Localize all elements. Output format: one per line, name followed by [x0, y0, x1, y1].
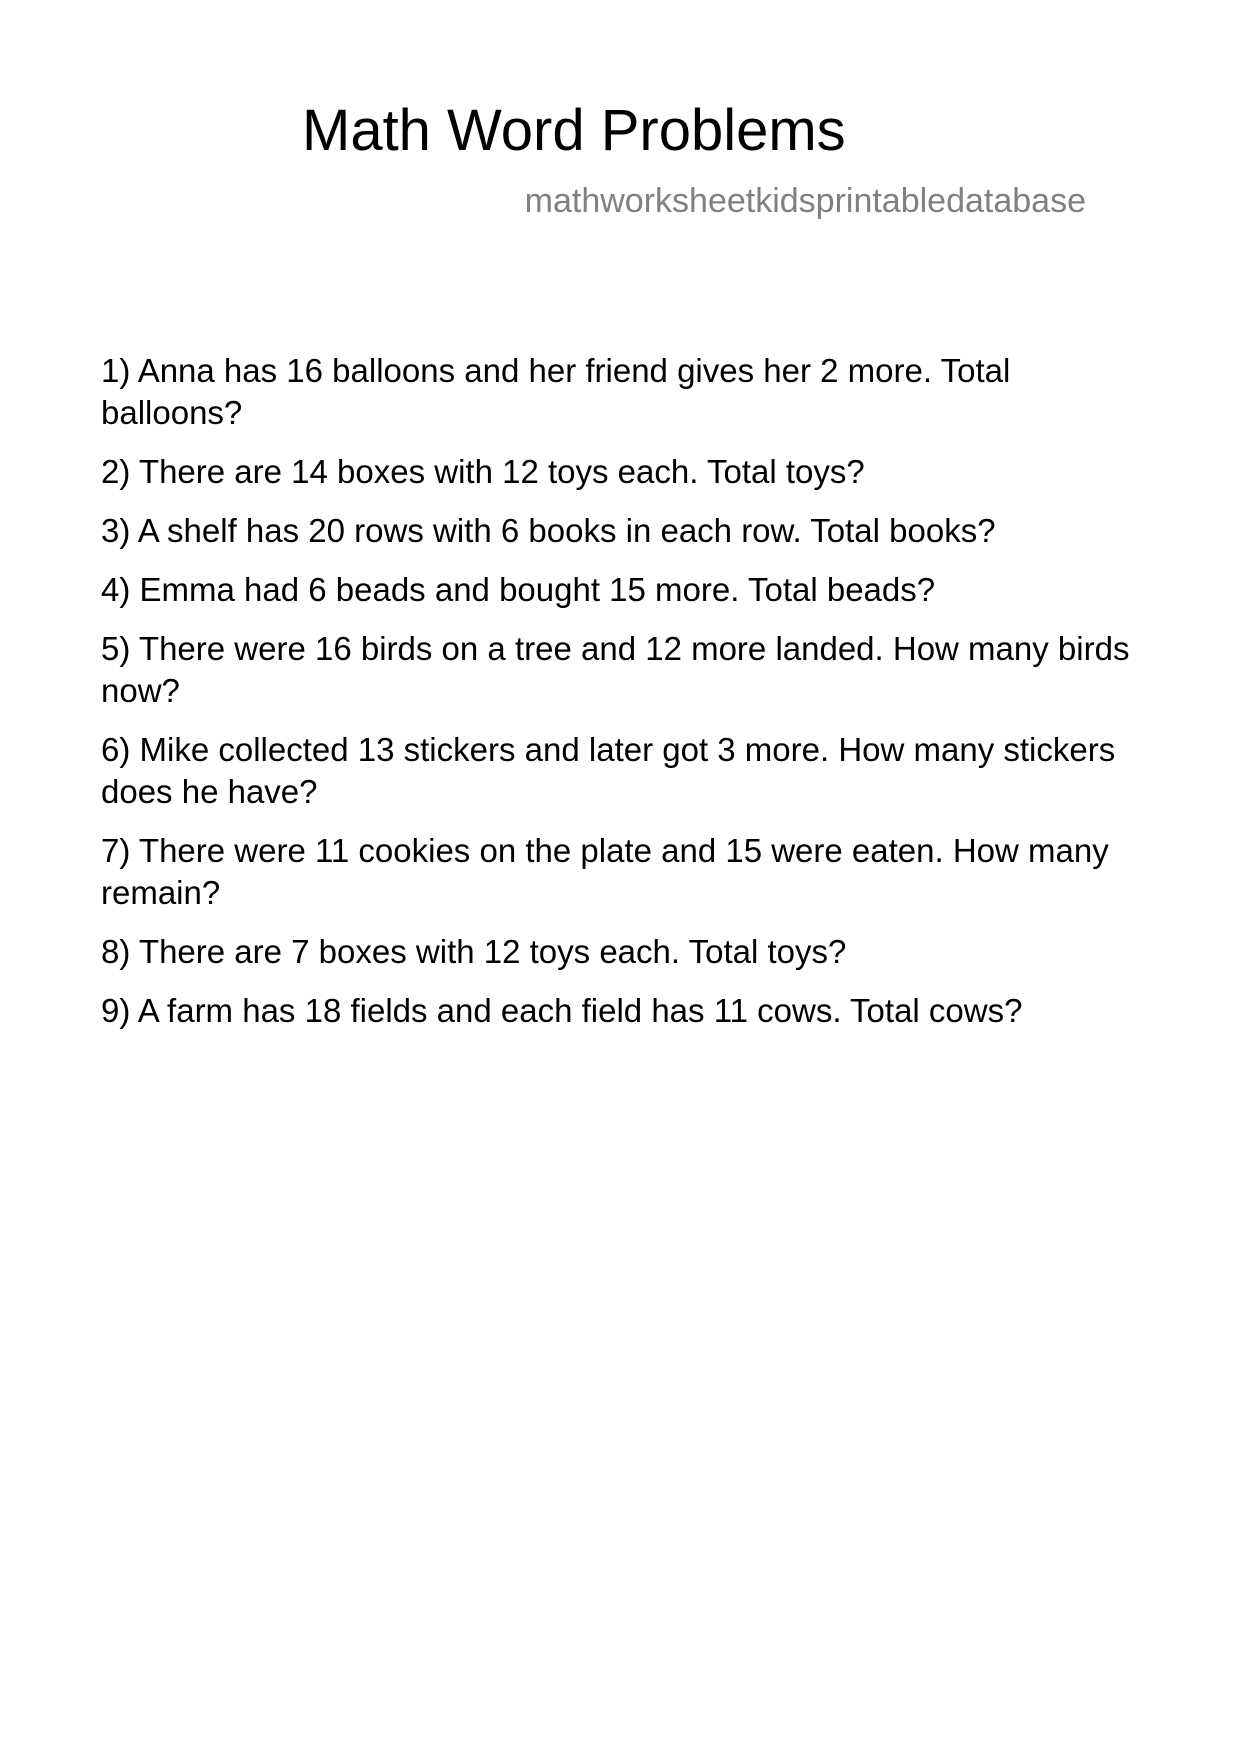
page-subtitle: mathworksheetkidsprintabledatabase	[524, 182, 1086, 220]
problem-item: 9) A farm has 18 fields and each field has 11 cows. Total cows?	[101, 992, 1023, 1029]
problem-item: 4) Emma had 6 beads and bought 15 more. Total beads?	[101, 571, 936, 608]
problem-item: 1) Anna has 16 balloons and her friend gives her 2 more. Total balloons?	[101, 352, 1011, 431]
page-title: Math Word Problems	[302, 98, 846, 163]
problem-item: 8) There are 7 boxes with 12 toys each. Total toys?	[101, 933, 847, 970]
problem-item: 3) A shelf has 20 rows with 6 books in each row. Total books?	[101, 512, 996, 549]
problem-item: 6) Mike collected 13 stickers and later got 3 more. How many stickers does he have?	[101, 731, 1116, 810]
problem-list	[101, 350, 1141, 1049]
problem-item: 2) There are 14 boxes with 12 toys each. Total toys?	[101, 453, 865, 490]
problem-item: 7) There were 11 cookies on the plate and 15 were eaten. How many remain?	[101, 832, 1109, 911]
problem-item: 5) There were 16 birds on a tree and 12 more landed. How many birds now?	[101, 630, 1130, 709]
